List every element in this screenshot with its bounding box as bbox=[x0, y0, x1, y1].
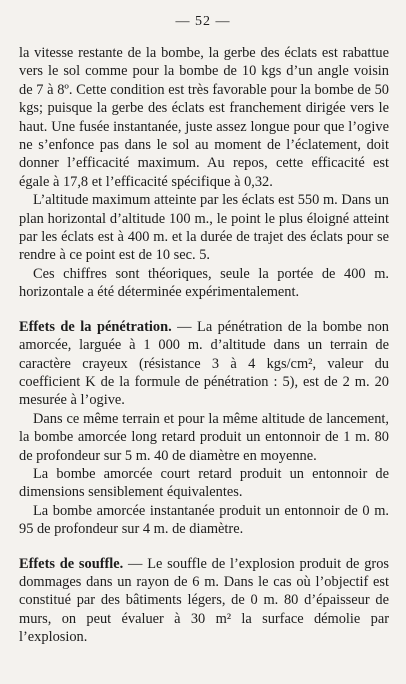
body-text bbox=[19, 44, 389, 647]
paragraph-3-text: Ces chiffres sont théoriques, seule la portée de 400 m. horizontale a été déterminée expérimentalement. bbox=[19, 265, 389, 301]
paragraph-1 bbox=[19, 44, 389, 191]
paragraph-4-text: — La pénétration de la bombe non amorcée, larguée à 1 000 m. d’altitude dans un terrain de caractère crayeux (résistance 3 à 4 kgs/cm², valeur du coefficient K de la formule de pénétration : 5), est de 2 m. 20 mesurée à l’ogive. bbox=[19, 318, 389, 409]
paragraph-6-text: La bombe amorcée court retard produit un entonnoir de dimensions sensiblement équivalentes. bbox=[19, 465, 389, 501]
paragraph-2 bbox=[19, 191, 389, 265]
paragraph-3 bbox=[19, 265, 389, 302]
paragraph-5 bbox=[19, 410, 389, 465]
paragraph-4 bbox=[19, 318, 389, 410]
paragraph-6 bbox=[19, 465, 389, 502]
paragraph-5-text: Dans ce même terrain et pour la même altitude de lancement, la bombe amorcée long retard produit un entonnoir de 1 m. 80 de profondeur sur 5 m. 40 de diamètre en moyenne. bbox=[19, 410, 389, 464]
page-number: — 52 — bbox=[175, 14, 231, 29]
paragraph-7 bbox=[19, 502, 389, 539]
paragraph-8 bbox=[19, 555, 389, 647]
section-heading-penetration: Effets de la pénétration. bbox=[19, 318, 172, 335]
paragraph-2-text: L’altitude maximum atteinte par les éclats est 550 m. Dans un plan horizontal d’altitude 100 m., le point le plus éloigné atteint par les éclats est à 400 m. et la durée de trajet des éclats pour se rendre à ce point est de 10 sec. 5. bbox=[19, 192, 389, 264]
paragraph-8-text: — Le souffle de l’explosion produit de gros dommages dans un rayon de 6 m. Dans le cas où l’objectif est constitué par des bâtiments légers, de 0 m. 80 d’épaisseur de murs, on peut évaluer à 30 m² la surface démolie par l’explosion. bbox=[19, 555, 389, 646]
section-heading-souffle: Effets de souffle. bbox=[19, 555, 124, 572]
paragraph-1-text: la vitesse restante de la bombe, la gerbe des éclats est rabattue vers le sol comme pour la bombe de 10 kgs d’un angle voisin de 7 à 8º. Cette condition est très favorable pour la bombe de 50 kgs; puisque la gerbe des éclats est franchement dirigée vers le haut. Une fusée instantanée, juste assez longue pour que l’ogive ne s’enfonce pas dans le sol au moment de l’éclatement, doit donner l’efficacité maximum. Au repos, cette efficacité est égale à 17,8 et l’efficacité spécifique à 0,32. bbox=[19, 45, 389, 190]
paragraph-7-text: La bombe amorcée instantanée produit un entonnoir de 0 m. 95 de profondeur sur 4 m. de diamètre. bbox=[19, 502, 389, 538]
